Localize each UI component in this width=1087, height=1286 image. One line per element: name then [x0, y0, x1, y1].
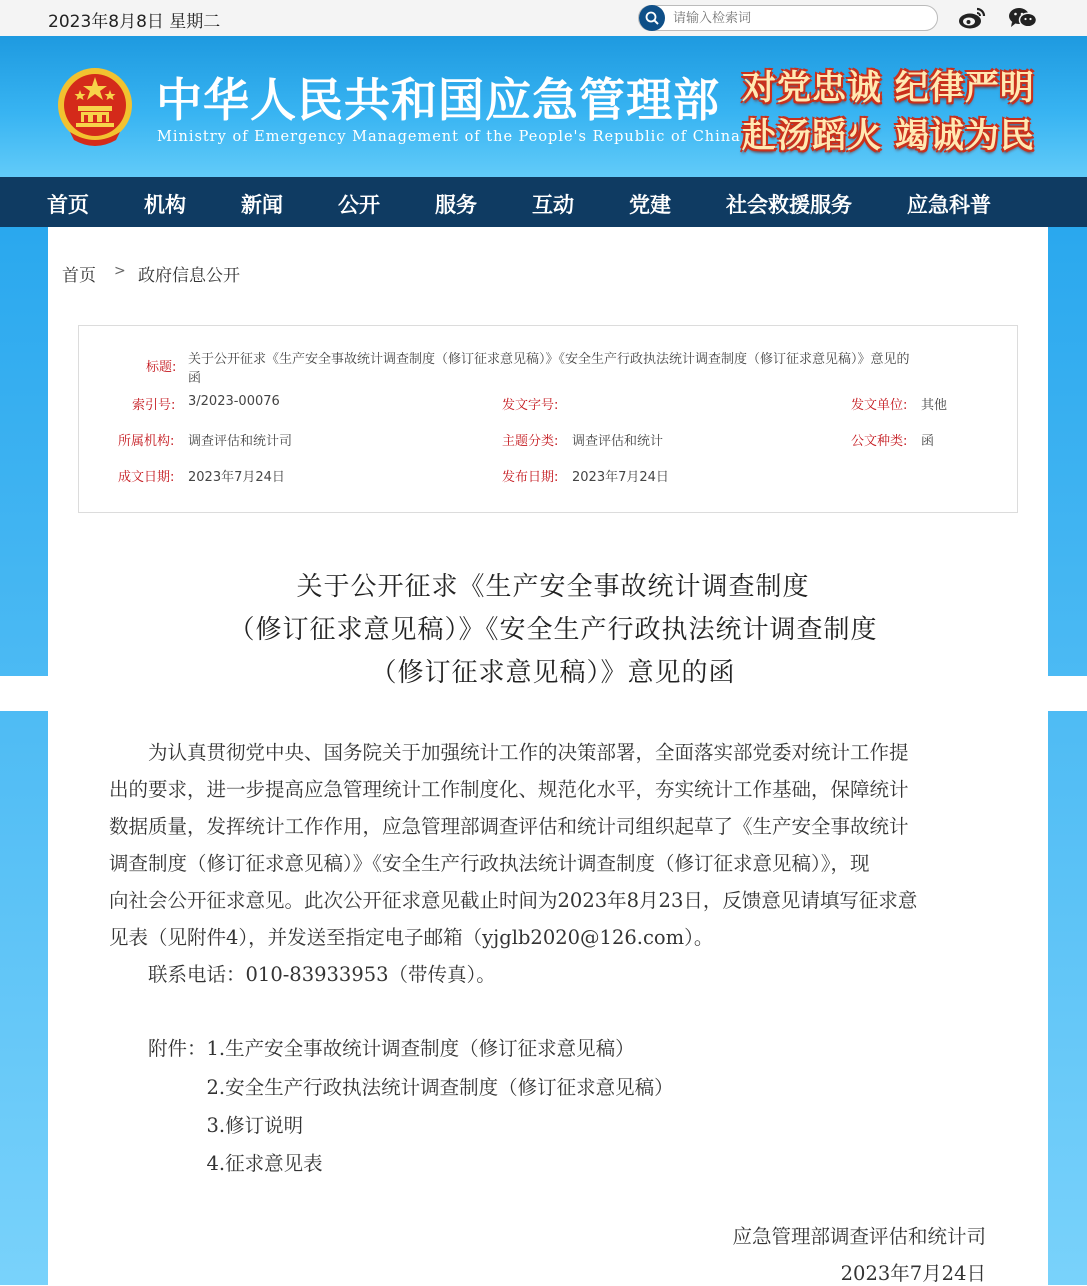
info-title-value-line-1: 关于公开征求《生产安全事故统计调查制度（修订征求意见稿）》《安全生产行政执法统计调查制度（修订征求意见稿）》意见的 [188, 352, 910, 367]
site-banner [0, 36, 1087, 177]
attachment-link-3[interactable]: 3.修订说明 [109, 1114, 304, 1137]
weibo-icon[interactable] [958, 6, 986, 30]
article-title-line-3: （修订征求意见稿）》意见的函 [370, 658, 736, 688]
article-body-line-1: 为认真贯彻党中央、国务院关于加强统计工作的决策部署，全面落实部党委对统计工作提 [109, 741, 909, 764]
article-body-line-2: 出的要求，进一步提高应急管理统计工作制度化、规范化水平，夯实统计工作基础，保障统计 [109, 778, 909, 801]
info-index-value: 3/2023-00076 [188, 394, 280, 409]
nav-item-organization[interactable]: 机构 [144, 193, 186, 217]
nav-item-disclosure[interactable]: 公开 [338, 193, 380, 217]
info-created-value: 2023年7月24日 [188, 470, 285, 485]
nav-item-interaction[interactable]: 互动 [532, 193, 574, 217]
slogan-line-2: 赴汤蹈火 竭诚为民 [742, 116, 1035, 156]
right-decor-strip [1048, 227, 1087, 1285]
info-type-label: 公文种类: [851, 434, 908, 449]
info-published-value: 2023年7月24日 [572, 470, 669, 485]
info-title-value-line-2: 函 [188, 371, 202, 386]
info-index-label: 索引号: [132, 398, 176, 413]
search-box [638, 5, 938, 31]
article-body-line-3: 数据质量，发挥统计工作作用，应急管理部调查评估和统计司组织起草了《生产安全事故统计 [109, 815, 909, 838]
article-body-line-6: 见表（见附件4），并发送至指定电子邮箱（yjglb2020@126.com）。 [109, 926, 714, 949]
breadcrumb-separator: > [114, 263, 126, 279]
article-body-line-5: 向社会公开征求意见。此次公开征求意见截止时间为2023年8月23日，反馈意见请填写征求意 [109, 889, 918, 912]
info-type-value: 函 [921, 434, 935, 449]
search-icon[interactable] [639, 5, 665, 31]
article-contact-phone: 联系电话：010-83933953（带传真）。 [109, 963, 496, 986]
document-info-box [78, 325, 1018, 513]
info-title-label: 标题: [146, 360, 177, 375]
info-docno-label: 发文字号: [502, 398, 559, 413]
signature-org: 应急管理部调查评估和统计司 [732, 1225, 986, 1248]
info-org-label: 所属机构: [118, 434, 175, 449]
signature-date: 2023年7月24日 [840, 1262, 986, 1285]
main-nav [0, 177, 1087, 227]
nav-item-home[interactable]: 首页 [47, 193, 89, 217]
search-input[interactable] [673, 8, 923, 28]
nav-item-party-building[interactable]: 党建 [629, 193, 671, 217]
slogan-line-1: 对党忠诚 纪律严明 [742, 68, 1035, 108]
attachment-link-2[interactable]: 2.安全生产行政执法统计调查制度（修订征求意见稿） [109, 1076, 674, 1099]
site-subtitle: Ministry of Emergency Management of the People's Republic of China [157, 129, 741, 145]
top-utility-bar [0, 0, 1087, 36]
info-topic-value: 调查评估和统计 [572, 434, 664, 449]
left-strip-gap [0, 676, 48, 711]
nav-item-emergency-science[interactable]: 应急科普 [907, 193, 991, 217]
nav-item-services[interactable]: 服务 [435, 193, 477, 217]
attachment-link-4[interactable]: 4.征求意见表 [109, 1152, 323, 1175]
right-strip-gap [1048, 676, 1087, 711]
site-title: 中华人民共和国应急管理部 [156, 73, 720, 127]
info-issuer-value: 其他 [921, 398, 948, 413]
info-published-label: 发布日期: [502, 470, 559, 485]
current-date: 2023年8月8日 星期二 [48, 12, 221, 32]
breadcrumb-home-link[interactable]: 首页 [62, 266, 96, 286]
breadcrumb-current-link[interactable]: 政府信息公开 [138, 266, 240, 286]
info-issuer-label: 发文单位: [851, 398, 908, 413]
info-created-label: 成文日期: [118, 470, 175, 485]
nav-item-news[interactable]: 新闻 [241, 193, 283, 217]
article-title-line-2: （修订征求意见稿）》《安全生产行政执法统计调查制度 [228, 615, 878, 645]
national-emblem-icon [56, 66, 134, 148]
attachment-link-1[interactable]: 附件：1.生产安全事故统计调查制度（修订征求意见稿） [109, 1037, 635, 1060]
info-topic-label: 主题分类: [502, 434, 559, 449]
nav-item-social-rescue[interactable]: 社会救援服务 [726, 193, 852, 217]
left-decor-strip [0, 227, 48, 1285]
article-body-line-4: 调查制度（修订征求意见稿）》《安全生产行政执法统计调查制度（修订征求意见稿）》，现 [109, 852, 870, 875]
info-org-value: 调查评估和统计司 [188, 434, 293, 449]
article-title-line-1: 关于公开征求《生产安全事故统计调查制度 [296, 572, 810, 602]
wechat-icon[interactable] [1008, 6, 1038, 30]
